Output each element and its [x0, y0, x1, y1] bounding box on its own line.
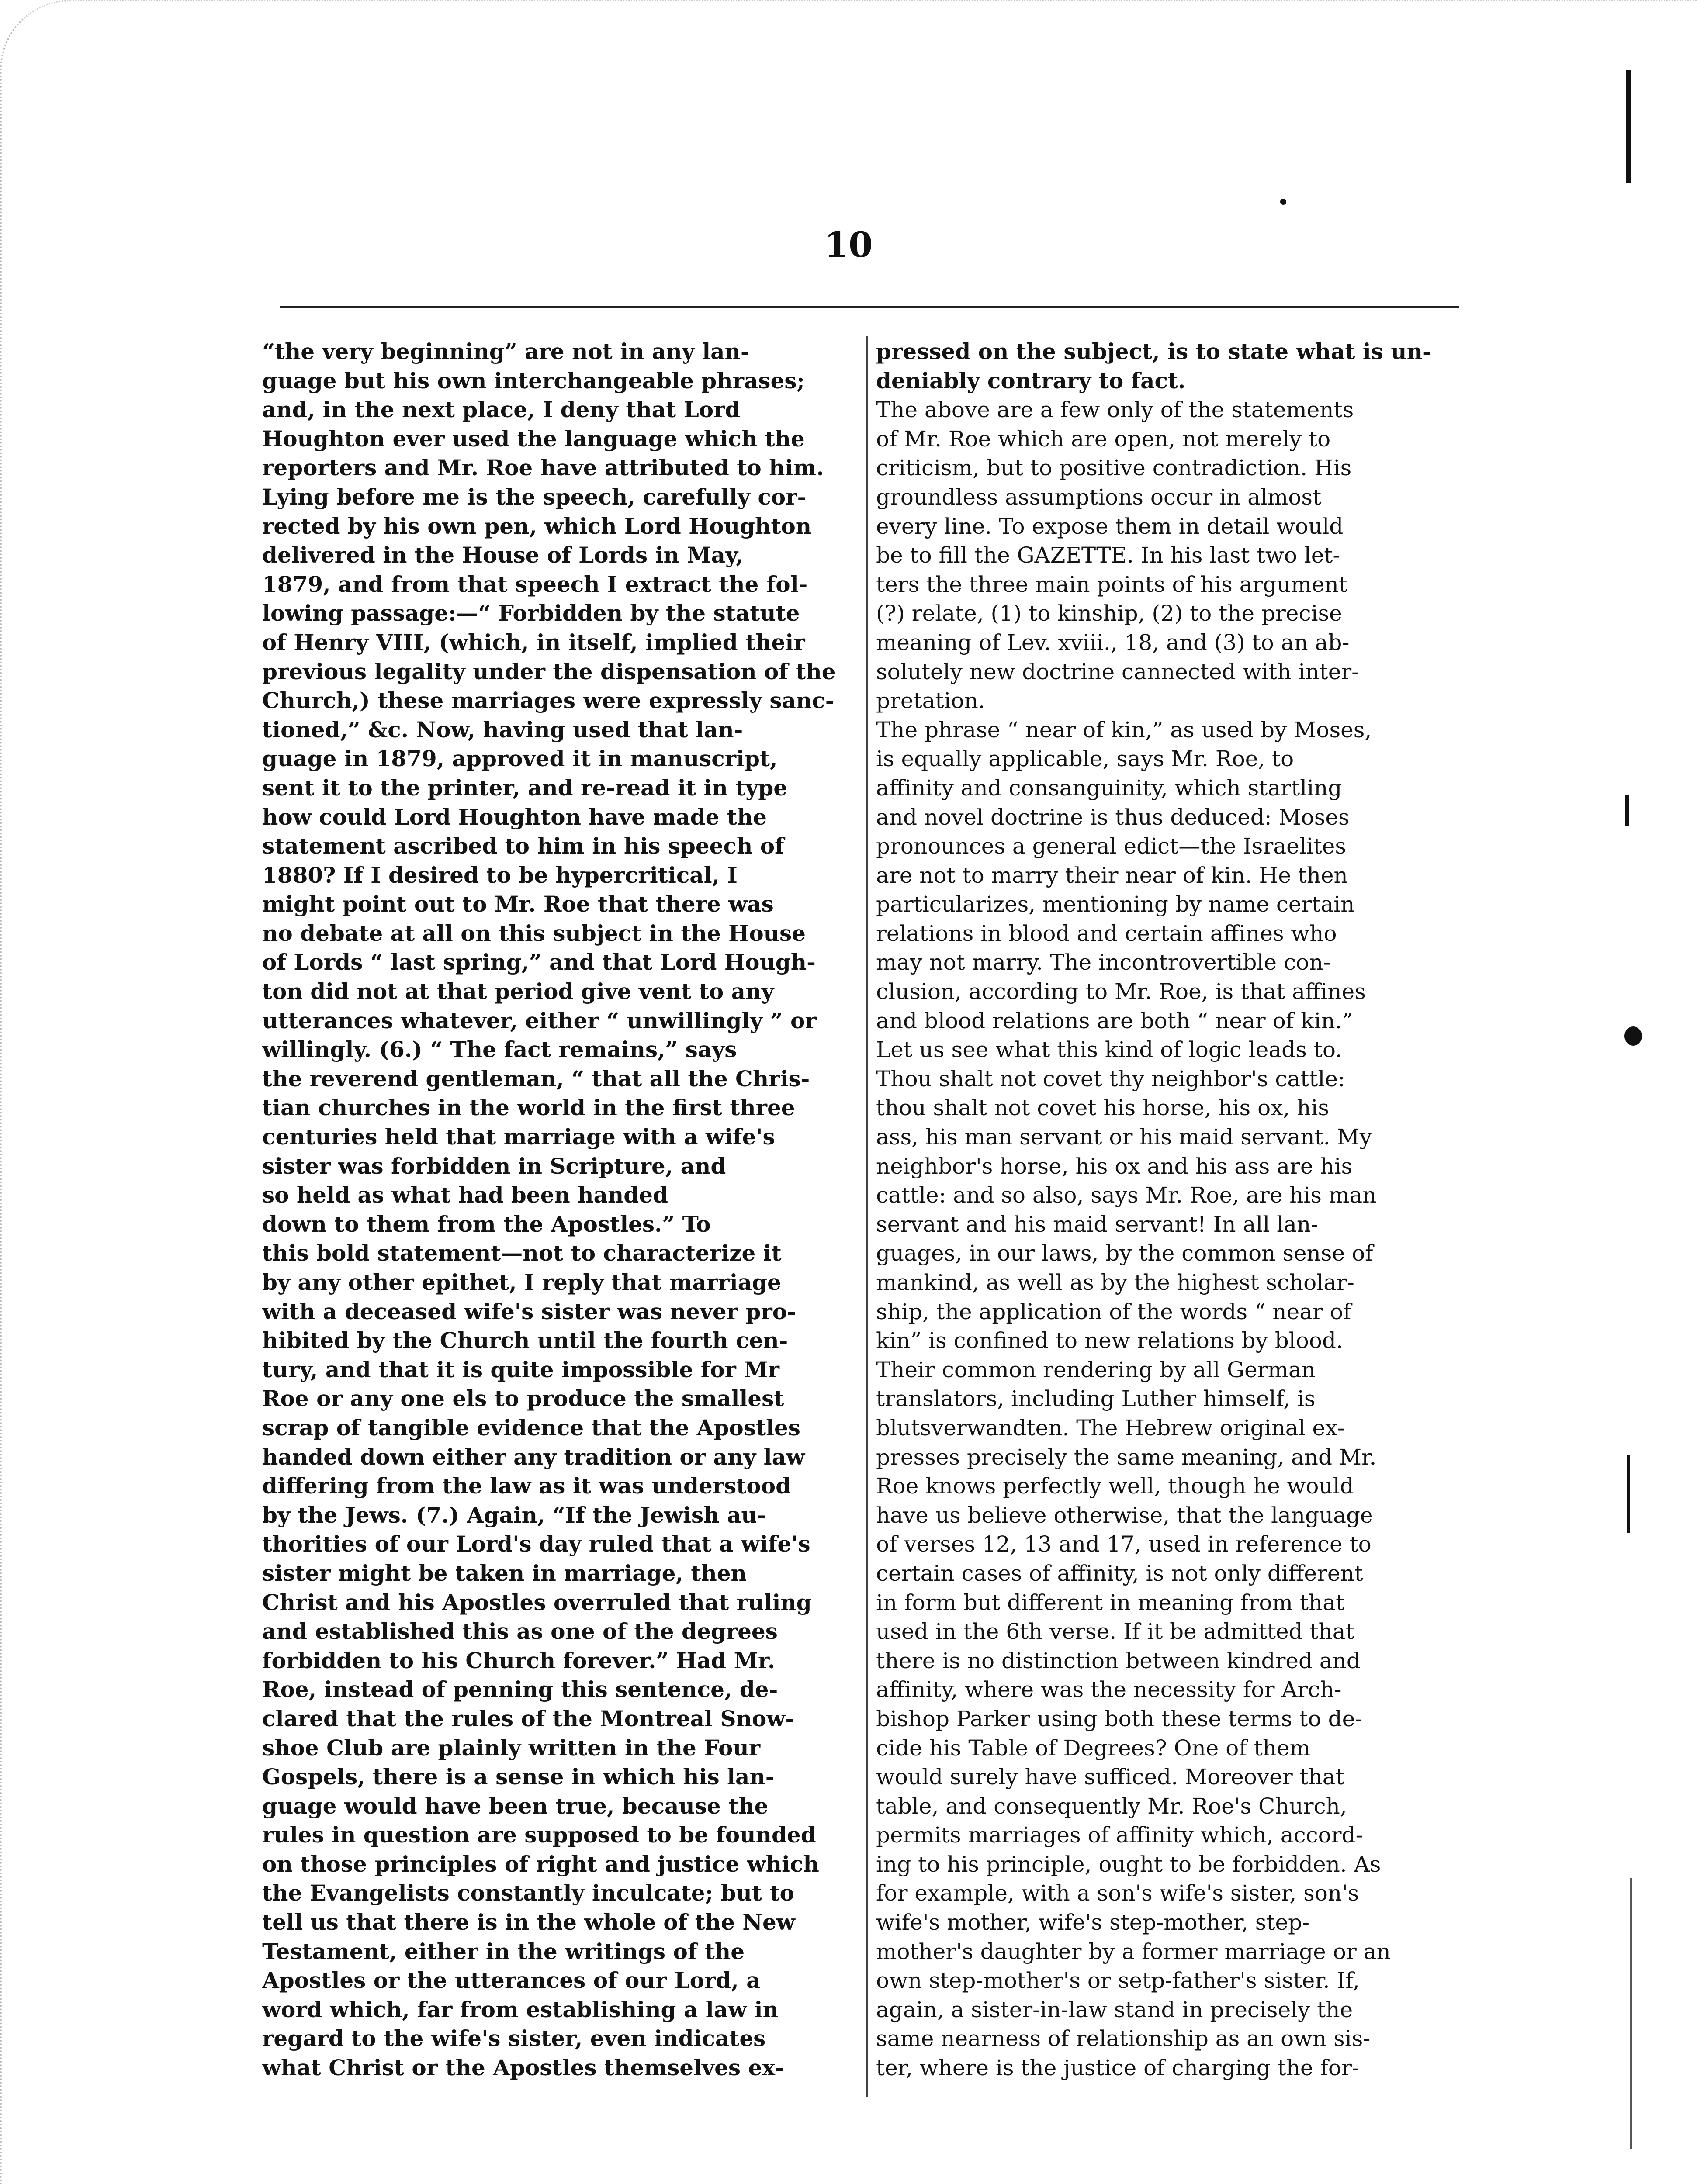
- margin-mark: [1630, 1878, 1632, 2149]
- left-column-line: centuries held that marriage with a wife's: [262, 1124, 775, 1150]
- left-column-line: 1880? If I desired to be hypercritical, I: [262, 862, 738, 888]
- left-column-line: with a deceased wife's sister was never pro-: [262, 1298, 796, 1324]
- header-rule: [280, 306, 1459, 308]
- right-column-line: Thou shalt not covet thy neighbor's cattle:: [876, 1066, 1345, 1092]
- left-column-line: Houghton ever used the language which the: [262, 425, 805, 452]
- left-column-line: Roe, instead of penning this sentence, de-: [262, 1676, 778, 1703]
- right-column-line: be to fill the GAZETTE. In his last two let-: [876, 543, 1340, 568]
- right-column: [876, 337, 1466, 2083]
- right-column-line: servant and his maid servant! In all lan-: [876, 1211, 1319, 1237]
- left-column-line: handed down either any tradition or any law: [262, 1444, 805, 1470]
- left-column-line: Church,) these marriages were expressly sanc-: [262, 688, 835, 714]
- left-column-line: on those principles of right and justice which: [262, 1851, 819, 1877]
- left-column-line: sister might be taken in marriage, then: [262, 1560, 747, 1586]
- left-column-line: no debate at all on this subject in the House: [262, 920, 806, 946]
- left-column-line: might point out to Mr. Roe that there was: [262, 891, 774, 917]
- left-column: [262, 337, 852, 2083]
- left-column-line: sister was forbidden in Scripture, and: [262, 1153, 726, 1179]
- margin-mark: [1627, 1455, 1630, 1533]
- left-column-line: thorities of our Lord's day ruled that a wife's: [262, 1531, 810, 1557]
- left-column-line: Testament, either in the writings of the: [262, 1938, 745, 1964]
- left-column-line: guage in 1879, approved it in manuscript,: [262, 746, 778, 772]
- right-column-line: translators, including Luther himself, is: [876, 1386, 1316, 1412]
- left-column-line: tian churches in the world in the first three: [262, 1095, 795, 1121]
- right-column-line: Let us see what this kind of logic leads to.: [876, 1037, 1342, 1063]
- right-column-line: Their common rendering by all German: [876, 1357, 1316, 1382]
- right-column-line: (?) relate, (1) to kinship, (2) to the precise: [876, 601, 1342, 626]
- left-column-line: clared that the rules of the Montreal Snow-: [262, 1705, 795, 1731]
- column-divider: [866, 336, 868, 2097]
- right-column-line: of verses 12, 13 and 17, used in reference to: [876, 1531, 1371, 1557]
- left-column-line: tioned,” &c. Now, having used that lan-: [262, 716, 743, 743]
- left-column-line: so held as what had been handed: [262, 1182, 668, 1208]
- right-column-line: used in the 6th verse. If it be admitted that: [876, 1619, 1354, 1645]
- right-column-line: clusion, according to Mr. Roe, is that affines: [876, 979, 1366, 1005]
- right-column-line: is equally applicable, says Mr. Roe, to: [876, 746, 1294, 772]
- right-column-line: criticism, but to positive contradiction. His: [876, 455, 1352, 481]
- right-column-line: neighbor's horse, his ox and his ass are his: [876, 1153, 1353, 1179]
- right-column-line: wife's mother, wife's step-mother, step-: [876, 1910, 1310, 1935]
- left-column-line: the Evangelists constantly inculcate; but to: [262, 1880, 794, 1906]
- right-column-line: deniably contrary to fact.: [876, 367, 1186, 394]
- right-column-line: and novel doctrine is thus deduced: Moses: [876, 804, 1350, 830]
- right-column-line: cide his Table of Degrees? One of them: [876, 1735, 1311, 1761]
- margin-mark: [1280, 199, 1286, 205]
- left-column-line: hibited by the Church until the fourth cen-: [262, 1327, 788, 1354]
- right-column-line: are not to marry their near of kin. He then: [876, 862, 1348, 888]
- margin-mark: [1625, 795, 1629, 826]
- left-column-line: forbidden to his Church forever.” Had Mr.: [262, 1647, 776, 1673]
- right-column-line: ing to his principle, ought to be forbidden. As: [876, 1851, 1381, 1877]
- left-column-line: tell us that there is in the whole of the New: [262, 1909, 795, 1935]
- right-column-line: Roe knows perfectly well, though he would: [876, 1473, 1354, 1499]
- right-column-line: table, and consequently Mr. Roe's Church,: [876, 1793, 1347, 1819]
- right-column-line: again, a sister-in-law stand in precisely the: [876, 1997, 1353, 2022]
- left-column-line: the reverend gentleman, “ that all the Chris-: [262, 1065, 810, 1092]
- left-column-line: how could Lord Houghton have made the: [262, 804, 767, 830]
- right-column-line: particularizes, mentioning by name certain: [876, 892, 1355, 917]
- left-column-line: previous legality under the dispensation of the: [262, 658, 836, 684]
- left-column-line: by any other epithet, I reply that marriage: [262, 1269, 781, 1295]
- right-column-line: presses precisely the same meaning, and Mr.: [876, 1444, 1377, 1470]
- right-column-line: meaning of Lev. xviii., 18, and (3) to an ab-: [876, 629, 1350, 655]
- right-column-line: The above are a few only of the statements: [876, 397, 1354, 423]
- right-column-line: bishop Parker using both these terms to de-: [876, 1706, 1363, 1731]
- left-column-line: and established this as one of the degrees: [262, 1618, 778, 1645]
- right-column-line: in form but different in meaning from that: [876, 1590, 1345, 1615]
- left-column-line: willingly. (6.) “ The fact remains,” says: [262, 1037, 737, 1063]
- right-column-line: pressed on the subject, is to state what is un-: [876, 339, 1432, 364]
- left-column-line: word which, far from establishing a law in: [262, 1996, 779, 2022]
- right-column-line: may not marry. The incontrovertible con-: [876, 950, 1331, 975]
- left-column-line: delivered in the House of Lords in May,: [262, 542, 744, 568]
- left-column-line: lowing passage:—“ Forbidden by the statute: [262, 600, 800, 626]
- right-column-line: affinity and consanguinity, which startling: [876, 775, 1342, 801]
- left-column-line: down to them from the Apostles.” To: [262, 1211, 711, 1237]
- left-column-line: rules in question are supposed to be founded: [262, 1822, 816, 1848]
- right-column-line: pretation.: [876, 688, 985, 714]
- right-column-line: groundless assumptions occur in almost: [876, 484, 1322, 510]
- right-column-line: affinity, where was the necessity for Arch-: [876, 1677, 1342, 1703]
- left-column-line: Apostles or the utterances of our Lord, a: [262, 1967, 761, 1994]
- right-column-line: would surely have sufficed. Moreover that: [876, 1764, 1344, 1790]
- left-column-line: guage but his own interchangeable phrases;: [262, 367, 805, 394]
- left-column-line: reporters and Mr. Roe have attributed to him.: [262, 455, 824, 481]
- right-column-line: guages, in our laws, by the common sense of: [876, 1241, 1373, 1266]
- right-column-line: there is no distinction between kindred and: [876, 1648, 1361, 1673]
- right-column-line: of Mr. Roe which are open, not merely to: [876, 426, 1331, 452]
- right-column-line: kin” is confined to new relations by blood.: [876, 1328, 1343, 1354]
- left-column-line: guage would have been true, because the: [262, 1793, 769, 1819]
- left-column-line: by the Jews. (7.) Again, “If the Jewish au-: [262, 1502, 766, 1528]
- margin-mark: [1626, 70, 1631, 183]
- left-column-line: tury, and that it is quite impossible for Mr: [262, 1356, 779, 1382]
- right-column-line: and blood relations are both “ near of kin.”: [876, 1008, 1354, 1033]
- left-column-line: utterances whatever, either “ unwillingly ” or: [262, 1007, 817, 1033]
- left-column-line: differing from the law as it was understood: [262, 1473, 791, 1499]
- right-column-line: certain cases of affinity, is not only different: [876, 1560, 1363, 1586]
- left-column-line: ton did not at that period give vent to any: [262, 978, 774, 1005]
- left-column-line: “the very beginning” are not in any lan-: [262, 339, 750, 364]
- right-column-line: The phrase “ near of kin,” as used by Moses,: [876, 717, 1372, 743]
- margin-mark: [1624, 1026, 1642, 1046]
- left-column-line: shoe Club are plainly written in the Four: [262, 1735, 761, 1761]
- left-column-line: what Christ or the Apostles themselves ex-: [262, 2055, 784, 2081]
- right-column-line: ter, where is the justice of charging the for-: [876, 2055, 1359, 2081]
- right-column-line: thou shalt not covet his horse, his ox, his: [876, 1095, 1330, 1121]
- right-column-line: mother's daughter by a former marriage or an: [876, 1939, 1391, 1964]
- left-column-line: 1879, and from that speech I extract the fol-: [262, 571, 808, 597]
- left-column-line: this bold statement—not to characterize it: [262, 1240, 782, 1266]
- right-column-line: mankind, as well as by the highest scholar-: [876, 1270, 1354, 1295]
- left-column-line: of Lords “ last spring,” and that Lord Hough-: [262, 949, 816, 975]
- right-column-line: ship, the application of the words “ near of: [876, 1299, 1351, 1324]
- right-column-line: every line. To expose them in detail would: [876, 513, 1344, 539]
- left-column-line: rected by his own pen, which Lord Houghton: [262, 513, 812, 539]
- page-number: 10: [824, 224, 873, 265]
- right-column-line: for example, with a son's wife's sister, son's: [876, 1880, 1359, 1906]
- right-column-line: own step-mother's or setp-father's sister. If,: [876, 1968, 1360, 1994]
- left-column-line: statement ascribed to him in his speech of: [262, 833, 784, 859]
- right-column-line: blutsverwandten. The Hebrew original ex-: [876, 1415, 1345, 1441]
- right-column-line: permits marriages of affinity which, accord-: [876, 1822, 1363, 1848]
- right-column-line: ass, his man servant or his maid servant. My: [876, 1124, 1372, 1150]
- left-column-line: scrap of tangible evidence that the Apostles: [262, 1414, 800, 1441]
- left-column-line: of Henry VIII, (which, in itself, implied their: [262, 629, 805, 655]
- left-column-line: Roe or any one els to produce the smallest: [262, 1386, 784, 1412]
- right-column-line: cattle: and so also, says Mr. Roe, are his man: [876, 1182, 1377, 1208]
- right-column-line: have us believe otherwise, that the language: [876, 1502, 1373, 1528]
- left-column-line: Lying before me is the speech, carefully cor-: [262, 484, 807, 510]
- left-column-line: and, in the next place, I deny that Lord: [262, 397, 741, 423]
- left-column-line: regard to the wife's sister, even indicates: [262, 2025, 766, 2052]
- left-column-line: Gospels, there is a sense in which his lan-: [262, 1764, 775, 1790]
- left-column-line: Christ and his Apostles overruled that ruling: [262, 1589, 812, 1615]
- right-column-line: same nearness of relationship as an own sis-: [876, 2026, 1371, 2052]
- right-column-line: ters the three main points of his argument: [876, 571, 1347, 597]
- right-column-line: pronounces a general edict—the Israelites: [876, 833, 1347, 859]
- right-column-line: relations in blood and certain affines who: [876, 920, 1337, 946]
- left-column-line: sent it to the printer, and re-read it in type: [262, 774, 788, 801]
- right-column-line: solutely new doctrine cannected with inter-: [876, 659, 1359, 684]
